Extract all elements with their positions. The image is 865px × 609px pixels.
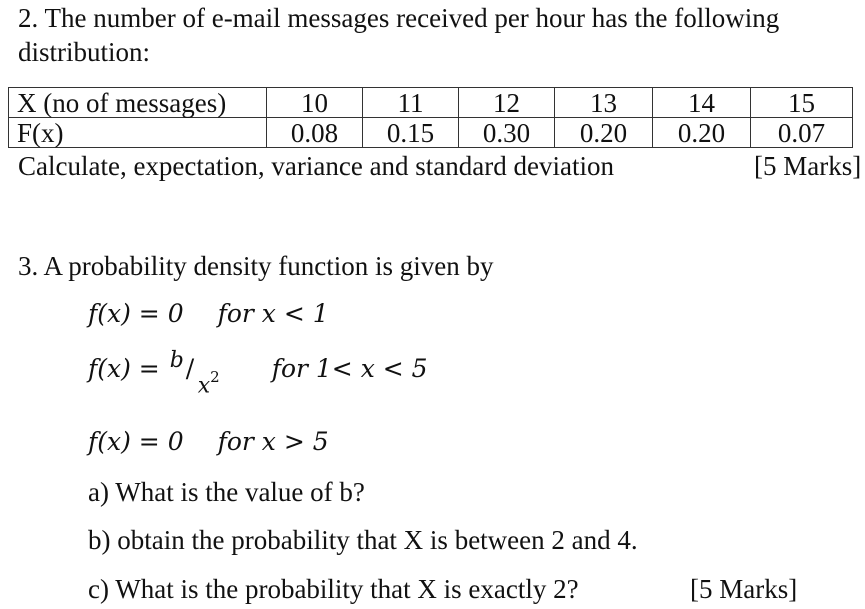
f-value-cell: 0.07 (751, 118, 853, 148)
question-3-part-a: a) What is the value of b? (88, 477, 365, 507)
question-3-part-c: c) What is the probability that X is exactly 2? (88, 574, 579, 604)
x-value-cell: 14 (653, 88, 751, 118)
table-row-x (9, 88, 853, 118)
question-3-marks: [5 Marks] (690, 574, 798, 604)
question-2-text-line-2: distribution: (18, 37, 151, 67)
pdf-case-2-lhs: f(x) = (88, 354, 168, 383)
x-value-cell: 10 (267, 88, 363, 118)
x-value-cell: 12 (459, 88, 555, 118)
x-value-cell: 13 (555, 88, 653, 118)
row-header-x: X (no of messages) (9, 88, 267, 118)
fraction-denominator: x (197, 373, 211, 399)
x-value-cell: 15 (751, 88, 853, 118)
question-2-instruction: Calculate, expectation, variance and standard deviation (18, 151, 614, 181)
table-row-f (9, 118, 853, 148)
fraction-numerator: b (169, 348, 184, 373)
f-value-cell: 0.20 (555, 118, 653, 148)
pdf-case-3-lhs: f(x) = 0 (88, 427, 184, 456)
fraction-exponent: 2 (210, 368, 220, 386)
f-value-cell: 0.20 (653, 118, 751, 148)
row-header-f: F(x) (9, 118, 267, 148)
question-3-heading: 3. A probability density function is given by (18, 251, 494, 281)
x-value-cell: 11 (363, 88, 459, 118)
distribution-table (8, 87, 853, 148)
fraction-slash: / (185, 354, 195, 383)
pdf-case-1-lhs: f(x) = 0 (88, 299, 184, 328)
pdf-case-2 (88, 348, 428, 399)
question-2-text-line-1: 2. The number of e-mail messages received per hour has the following (18, 3, 780, 33)
pdf-case-3 (88, 427, 329, 457)
pdf-case-2-condition: for 1< x < 5 (271, 354, 428, 383)
pdf-case-1-condition: for x < 1 (217, 299, 329, 328)
f-value-cell: 0.15 (363, 118, 459, 148)
pdf-case-1 (88, 299, 329, 329)
f-value-cell: 0.30 (459, 118, 555, 148)
question-2-marks: [5 Marks] (754, 151, 862, 181)
f-value-cell: 0.08 (267, 118, 363, 148)
question-3-part-b: b) obtain the probability that X is between 2 and 4. (88, 525, 638, 555)
pdf-case-3-condition: for x > 5 (217, 427, 329, 456)
b-over-x-squared-fraction (168, 348, 228, 399)
